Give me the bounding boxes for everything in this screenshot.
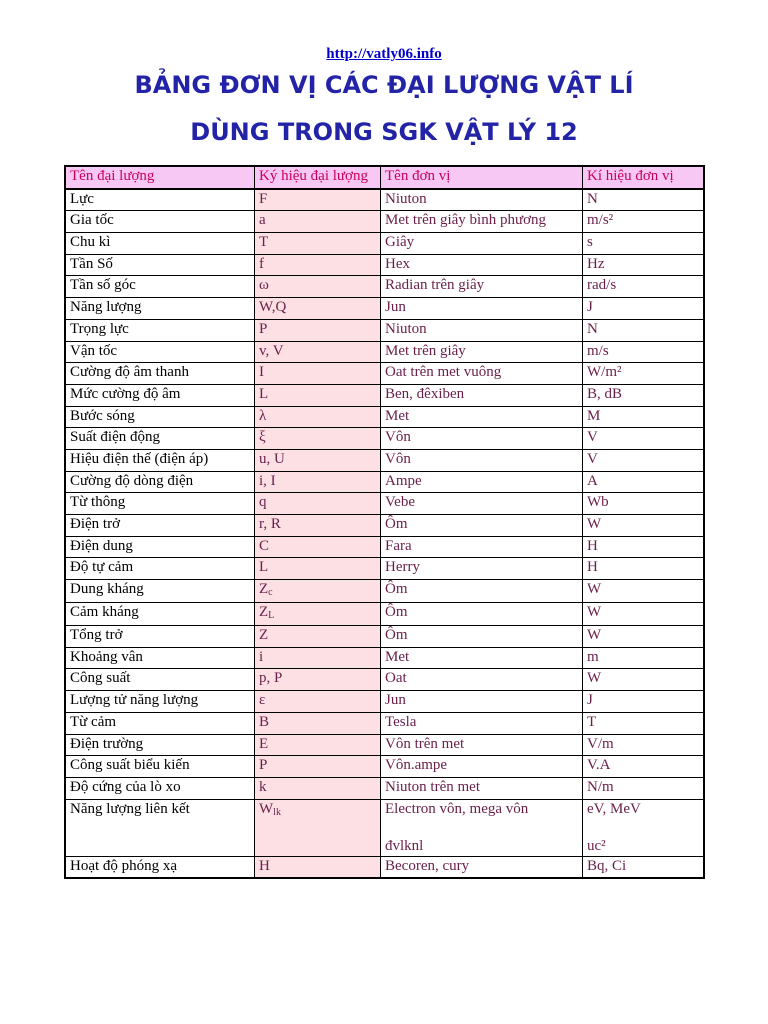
cell-unit-name: Oat	[381, 669, 583, 691]
cell-unit-symbol: J	[583, 691, 705, 713]
cell-unit-name: Giây	[381, 233, 583, 255]
cell-quantity-name: Lượng tử năng lượng	[65, 691, 255, 713]
units-table	[64, 165, 705, 879]
cell-unit-name: Oat trên met vuông	[381, 363, 583, 385]
table-row	[65, 580, 704, 603]
cell-quantity-symbol: F	[255, 189, 381, 211]
cell-unit-name: Vôn	[381, 449, 583, 471]
cell-unit-name: Vôn.ampe	[381, 756, 583, 778]
unit-symbol-second-line: uc²	[587, 837, 606, 854]
table-row	[65, 363, 704, 385]
table-row	[65, 254, 704, 276]
cell-quantity-symbol: f	[255, 254, 381, 276]
table-row	[65, 319, 704, 341]
cell-unit-symbol: M	[583, 406, 705, 428]
header-unit-name: Tên đơn vị	[381, 166, 583, 189]
cell-quantity-symbol: P	[255, 756, 381, 778]
table-row	[65, 189, 704, 211]
cell-quantity-symbol: I	[255, 363, 381, 385]
table-row	[65, 449, 704, 471]
table-row	[65, 536, 704, 558]
cell-quantity-symbol: W,Q	[255, 298, 381, 320]
cell-unit-symbol: W	[583, 626, 705, 648]
cell-quantity-symbol: $Z_L$	[255, 603, 381, 626]
cell-unit-symbol: H	[583, 536, 705, 558]
cell-quantity-name: Từ thông	[65, 493, 255, 515]
table-row	[65, 341, 704, 363]
cell-quantity-symbol: i	[255, 647, 381, 669]
cell-quantity-name: Điện trường	[65, 734, 255, 756]
cell-quantity-symbol: B	[255, 712, 381, 734]
header-quantity-name: Tên đại lượng	[65, 166, 255, 189]
cell-unit-name: Ôm	[381, 603, 583, 626]
cell-quantity-name: Năng lượng	[65, 298, 255, 320]
cell-quantity-name: Cường độ dòng điện	[65, 471, 255, 493]
cell-quantity-symbol: C	[255, 536, 381, 558]
cell-unit-symbol: eV, MeV uc²	[583, 799, 705, 856]
cell-unit-symbol: H	[583, 558, 705, 580]
cell-quantity-name: Gia tốc	[65, 211, 255, 233]
cell-unit-name: Electron vôn, mega vôn đvlknl	[381, 799, 583, 856]
cell-unit-symbol: B, dB	[583, 384, 705, 406]
cell-quantity-name: Hoạt độ phóng xạ	[65, 856, 255, 878]
table-row	[65, 471, 704, 493]
page-title-line1: BẢNG ĐƠN VỊ CÁC ĐẠI LƯỢNG VẬT LÍ	[134, 71, 634, 99]
table-row	[65, 691, 704, 713]
table-row	[65, 734, 704, 756]
cell-unit-name: Vôn	[381, 428, 583, 450]
cell-quantity-symbol: ω	[255, 276, 381, 298]
cell-unit-symbol: V/m	[583, 734, 705, 756]
cell-unit-name: Hex	[381, 254, 583, 276]
table-row	[65, 777, 704, 799]
cell-unit-name: Niuton	[381, 319, 583, 341]
cell-unit-symbol: s	[583, 233, 705, 255]
table-row	[65, 298, 704, 320]
cell-quantity-symbol: u, U	[255, 449, 381, 471]
cell-unit-symbol: Bq, Ci	[583, 856, 705, 878]
cell-quantity-symbol: k	[255, 777, 381, 799]
cell-unit-symbol: Hz	[583, 254, 705, 276]
cell-quantity-name: Khoảng vân	[65, 647, 255, 669]
cell-unit-name: Ôm	[381, 626, 583, 648]
cell-unit-name: Ôm	[381, 580, 583, 603]
cell-unit-symbol: V	[583, 449, 705, 471]
cell-unit-name: Herry	[381, 558, 583, 580]
table-row	[65, 626, 704, 648]
cell-unit-symbol: V.A	[583, 756, 705, 778]
cell-quantity-name: Công suất biểu kiến	[65, 756, 255, 778]
cell-unit-symbol: m/s²	[583, 211, 705, 233]
cell-unit-symbol: W	[583, 669, 705, 691]
header-quantity-symbol: Ký hiệu đại lượng	[255, 166, 381, 189]
cell-quantity-symbol: a	[255, 211, 381, 233]
table-row	[65, 233, 704, 255]
cell-quantity-name: Chu kì	[65, 233, 255, 255]
cell-quantity-symbol: P	[255, 319, 381, 341]
header-unit-symbol: Kí hiệu đơn vị	[583, 166, 705, 189]
table-row	[65, 647, 704, 669]
cell-unit-symbol: N	[583, 189, 705, 211]
table-row	[65, 384, 704, 406]
cell-unit-symbol: N/m	[583, 777, 705, 799]
table-row	[65, 276, 704, 298]
cell-quantity-symbol: $Z_c$	[255, 580, 381, 603]
cell-quantity-name: Độ cứng của lò xo	[65, 777, 255, 799]
cell-quantity-symbol: L	[255, 384, 381, 406]
cell-quantity-name: Tổng trở	[65, 626, 255, 648]
table-row	[65, 493, 704, 515]
cell-quantity-name: Trọng lực	[65, 319, 255, 341]
unit-name-second-line: đvlknl	[385, 837, 424, 854]
page-title-line2: DÙNG TRONG SGK VẬT LÝ 12	[190, 118, 578, 146]
table-row	[65, 558, 704, 580]
cell-quantity-name: Dung kháng	[65, 580, 255, 603]
cell-quantity-symbol: Z	[255, 626, 381, 648]
cell-unit-name: Tesla	[381, 712, 583, 734]
cell-unit-name: Becoren, cury	[381, 856, 583, 878]
cell-quantity-name: Tần số góc	[65, 276, 255, 298]
cell-quantity-name: Vận tốc	[65, 341, 255, 363]
cell-quantity-symbol: $W_{lk}$	[255, 799, 381, 856]
cell-quantity-symbol: p, P	[255, 669, 381, 691]
table-row	[65, 406, 704, 428]
website-link[interactable]: http://vatly06.info	[326, 46, 442, 62]
cell-unit-name: Niuton	[381, 189, 583, 211]
cell-unit-symbol: V	[583, 428, 705, 450]
cell-quantity-symbol: H	[255, 856, 381, 878]
cell-quantity-name: Lực	[65, 189, 255, 211]
cell-quantity-name: Cảm kháng	[65, 603, 255, 626]
table-row	[65, 856, 704, 878]
table-header-row	[65, 166, 704, 189]
cell-unit-name: Met trên giây	[381, 341, 583, 363]
cell-quantity-name: Điện dung	[65, 536, 255, 558]
cell-unit-name: Jun	[381, 298, 583, 320]
cell-unit-symbol: rad/s	[583, 276, 705, 298]
cell-unit-symbol: W/m²	[583, 363, 705, 385]
cell-quantity-symbol: v, V	[255, 341, 381, 363]
cell-quantity-symbol: E	[255, 734, 381, 756]
cell-unit-symbol: J	[583, 298, 705, 320]
cell-unit-name: Ben, đêxiben	[381, 384, 583, 406]
cell-quantity-symbol: i, I	[255, 471, 381, 493]
cell-unit-symbol: N	[583, 319, 705, 341]
cell-quantity-name: Cường độ âm thanh	[65, 363, 255, 385]
cell-quantity-name: Mức cường độ âm	[65, 384, 255, 406]
cell-unit-symbol: m/s	[583, 341, 705, 363]
cell-unit-symbol: Wb	[583, 493, 705, 515]
cell-unit-name: Ôm	[381, 515, 583, 537]
cell-quantity-name: Tần Số	[65, 254, 255, 276]
cell-unit-name: Radian trên giây	[381, 276, 583, 298]
cell-quantity-symbol: r, R	[255, 515, 381, 537]
table-row	[65, 428, 704, 450]
cell-unit-name: Met trên giây bình phương	[381, 211, 583, 233]
table-row	[65, 211, 704, 233]
cell-quantity-name: Độ tự cảm	[65, 558, 255, 580]
cell-quantity-symbol: ξ	[255, 428, 381, 450]
cell-quantity-name: Năng lượng liên kết	[65, 799, 255, 856]
cell-quantity-symbol: L	[255, 558, 381, 580]
cell-unit-symbol: T	[583, 712, 705, 734]
table-row	[65, 515, 704, 537]
cell-unit-name: Met	[381, 406, 583, 428]
cell-unit-name: Ampe	[381, 471, 583, 493]
cell-unit-name: Fara	[381, 536, 583, 558]
cell-quantity-name: Hiệu điện thế (điện áp)	[65, 449, 255, 471]
table-row	[65, 799, 704, 856]
cell-unit-symbol: W	[583, 603, 705, 626]
cell-unit-symbol: A	[583, 471, 705, 493]
table-row	[65, 712, 704, 734]
cell-unit-symbol: m	[583, 647, 705, 669]
cell-quantity-symbol: ε	[255, 691, 381, 713]
table-row	[65, 603, 704, 626]
cell-unit-symbol: W	[583, 580, 705, 603]
cell-quantity-symbol: λ	[255, 406, 381, 428]
table-row	[65, 756, 704, 778]
cell-quantity-name: Suất điện động	[65, 428, 255, 450]
cell-unit-name: Vôn trên met	[381, 734, 583, 756]
cell-unit-name: Vebe	[381, 493, 583, 515]
cell-quantity-name: Từ cảm	[65, 712, 255, 734]
cell-unit-name: Met	[381, 647, 583, 669]
cell-quantity-symbol: T	[255, 233, 381, 255]
cell-unit-symbol: W	[583, 515, 705, 537]
table-row	[65, 669, 704, 691]
cell-quantity-name: Bước sóng	[65, 406, 255, 428]
cell-unit-name: Jun	[381, 691, 583, 713]
cell-quantity-name: Công suất	[65, 669, 255, 691]
cell-unit-name: Niuton trên met	[381, 777, 583, 799]
cell-quantity-name: Điện trở	[65, 515, 255, 537]
cell-quantity-symbol: q	[255, 493, 381, 515]
